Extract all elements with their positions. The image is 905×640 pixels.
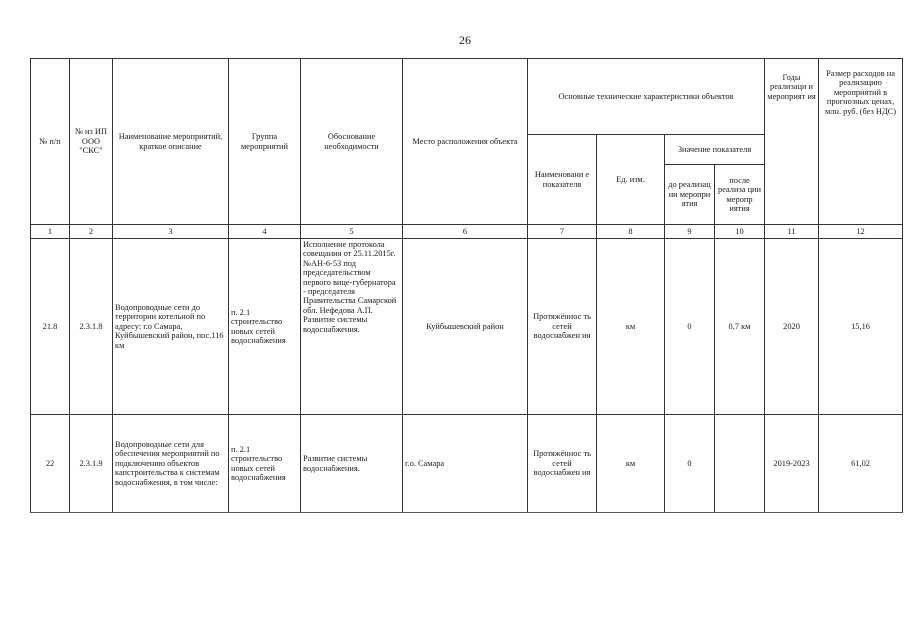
column-number: 7 [528,225,597,239]
column-number: 12 [819,225,903,239]
row-num: 21.8 [31,239,70,415]
row-num: 22 [31,415,70,513]
row-ip-num: 2.3.1.8 [70,239,113,415]
row-indicator: Протяжённос ть сетей водоснабжен ия [528,415,597,513]
header-name: Наименование мероприятий, краткое описание [113,59,229,225]
row-location: Куйбышевский район [403,239,528,415]
header-tech-group: Основные технические характеристики объектов [528,59,765,135]
column-number: 5 [301,225,403,239]
row-name: Водопроводные сети для обеспечения мероприятий по подключению объектов капстроительства к системам водоснабжения, в том числе: [113,415,229,513]
row-unit: км [597,239,665,415]
table-row [31,239,903,415]
column-number: 3 [113,225,229,239]
table-row [31,415,903,513]
row-location: г.о. Самара [403,415,528,513]
header-cost: Размер расходов на реализацию мероприятий в прогнозных ценах, млн. руб. (без НДС) [819,59,903,225]
header-num: № п/п [31,59,70,225]
column-number: 10 [715,225,765,239]
header-group: Группа мероприятий [229,59,301,225]
header-value-group: Значение показателя [665,135,765,165]
row-group: п. 2.1 строительство новых сетей водоснабжения [229,239,301,415]
header-before: до реализац ии меропри ятия [665,165,715,225]
row-justification: Развитие системы водоснабжения. [301,415,403,513]
header-years: Годы реализаци и мероприят ия [765,59,819,225]
row-years: 2020 [765,239,819,415]
header-justification: Обоснование необходимости [301,59,403,225]
row-name: Водопроводные сети до территории котельной по адресу: г.о Самара, Куйбышевский район, пос.116 км [113,239,229,415]
header-ip-num: № из ИП ООО "СКС" [70,59,113,225]
row-ip-num: 2.3.1.9 [70,415,113,513]
row-indicator: Протяжённос ть сетей водоснабжен ия [528,239,597,415]
header-unit: Ед. изм. [597,135,665,225]
column-number: 1 [31,225,70,239]
row-group: п. 2.1 строительство новых сетей водоснабжения [229,415,301,513]
measures-table-container [30,58,903,513]
column-number: 9 [665,225,715,239]
row-years: 2019-2023 [765,415,819,513]
row-after: 0,7 км [715,239,765,415]
row-before: 0 [665,239,715,415]
column-number: 8 [597,225,665,239]
row-cost: 15,16 [819,239,903,415]
measures-table [30,58,903,513]
page-number: 26 [459,33,471,47]
header-location: Место расположения объекта [403,59,528,225]
row-before: 0 [665,415,715,513]
column-number: 4 [229,225,301,239]
header-after: после реализа ции меропр иятия [715,165,765,225]
header-indicator: Наименовани е показателя [528,135,597,225]
column-number: 2 [70,225,113,239]
row-justification: Исполнение протокола совещания от 25.11.2015г. №АН-6-53 под председательством первого вице-губернатора - председателя Правительства Самарской обл. Нефедова А.П. Развитие системы водоснабжения. [301,239,403,415]
column-number: 11 [765,225,819,239]
row-after [715,415,765,513]
row-unit: км [597,415,665,513]
row-cost: 61,02 [819,415,903,513]
column-number: 6 [403,225,528,239]
